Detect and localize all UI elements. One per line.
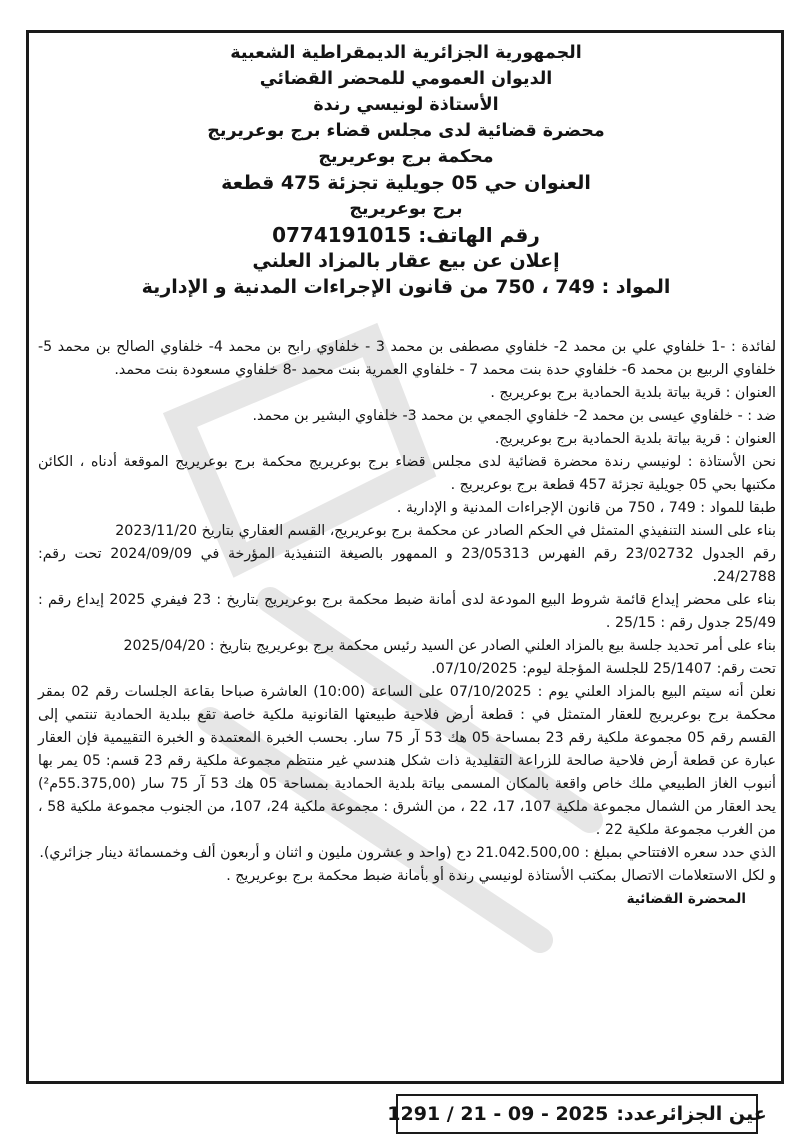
office-city: برج بوعريريج	[349, 199, 463, 219]
signature: المحضرة القضائية	[626, 891, 746, 907]
office-phone: رقم الهاتف: 0774191015	[272, 223, 540, 247]
conditions-deposit: بناء على محضر إيداع قائمة شروط البيع المودعة لدى أمانة ضبط محكمة برج بوعريريج بتاريخ : 23 فيفري 2025 إيداع رقم : 25/49 جدول رقم : 25/15 .	[38, 592, 776, 631]
office-title: الديوان العمومي للمحضر القضائي	[259, 69, 553, 89]
opening-price: الذي حدد سعره الافتتاحي بمبلغ : 21.042.500,00 دج (واحد و عشرون مليون و اثنان و أربعون ألف وخمسمائة دينار جزائري).	[39, 845, 776, 861]
republic-title: الجمهورية الجزائرية الديمقراطية الشعبية	[230, 43, 582, 63]
beneficiaries-address: العنوان : قرية بياتة بلدية الحمادية برج بوعريريج .	[490, 385, 776, 401]
beneficiaries: لفائدة : -1 خلفاوي علي بن محمد 2- خلفاوي مصطفى بن محمد 3 - خلفاوي رابح بن محمد 4- خلفاوي الصالح بن محمد 5- خلفاوي الربيع بن محمد 6- خلفاوي حدة بنت محمد 7 - خلفاوي العمرية بنت محمد -8 خلفاوي مسعودة بنت محمد.	[38, 339, 777, 378]
bailiff-name: الأستاذة لونيسي رندة	[313, 95, 499, 115]
defendants: ضد : - خلفاوي عيسى بن محمد 2- خلفاوي الجمعي بن محمد 3- خلفاوي البشير بن محمد.	[252, 408, 776, 424]
notice-header	[40, 40, 772, 300]
legal-basis: طبقا للمواد : 749 ، 750 من قانون الإجراءات المدنية و الإدارية .	[396, 500, 776, 516]
court-name: محكمة برج بوعريريج	[318, 147, 494, 167]
notice-title: إعلان عن بيع عقار بالمزاد العلني	[252, 250, 560, 272]
office-address: العنوان حي 05 جويلية تجزئة 475 قطعة	[221, 172, 591, 194]
defendants-address: العنوان : قرية بياتة بلدية الحمادية برج بوعريريج.	[494, 431, 776, 447]
legal-articles: المواد : 749 ، 750 من قانون الإجراءات المدنية و الإدارية	[141, 276, 671, 298]
sale-announcement: نعلن أنه سيتم البيع بالمزاد العلني يوم : 07/10/2025 على الساعة (10:00) العاشرة صباحا بقاعة الجلسات رقم 02 بمقر محكمة برج بوعريريج للعقار المتمثل في : قطعة أرض فلاحية طبيعتها القانونية ملكية خاصة تقع ببلدية الحمادية تنتمي إلى القسم رقم 05 مجموعة ملكية رقم 23 بمساحة 05 هك 53 آر 75 سار. بحسب الخبرة المعتمدة و الخبرة التقييمية فإن العقار عبارة عن قطعة أرض فلاحية صالحة للزراعة التقليدية ذات شكل هندسي غير منتظم مجموعة ملكية رقم 23 قسم: 05 يمر بها أنبوب الغاز الطبيعي ملك خاص واقعة بالمكان المسمى بياتة بلدية الحمادية بمساحة 05 هك 53 آر 75 سار (55.375,00م²) يحد العقار من الشمال مجموعة ملكية 107، 17، 22 ، من الشرق : مجموعة ملكية 24، 107، من الجنوب مجموعة ملكية 58 ، من الغرب مجموعة ملكية 22 .	[38, 684, 777, 838]
registry-reference: رقم الجدول 23/02732 رقم الفهرس 23/05313 و الممهور بالصيغة التنفيذية المؤرخة في 2024/09/09 تحت رقم: 24/2788.	[38, 546, 777, 585]
session-number: تحت رقم: 25/1407 للجلسة المؤجلة ليوم: 07/10/2025.	[431, 661, 776, 677]
notice-body	[38, 336, 776, 911]
newspaper-name: عين الجزائرعدد:	[616, 1103, 767, 1125]
issue-number: 1291 / 21 - 09 - 2025	[387, 1103, 609, 1125]
contact-info: و لكل الاستعلامات الاتصال بمكتب الأستاذة لونيسي رندة أو بأمانة ضبط محكمة برج بوعريريج .	[226, 868, 776, 884]
bailiff-court: محضرة قضائية لدى مجلس قضاء برج بوعريريج	[207, 121, 605, 141]
bailiff-statement: نحن الأستاذة : لونيسي رندة محضرة قضائية لدى مجلس قضاء برج بوعريريج محكمة برج بوعريريج الموقعة أدناه ، الكائن مكتبها بحي 05 جويلية تجزئة 457 قطعة برج بوعريريج .	[38, 454, 776, 493]
session-order: بناء على أمر تحديد جلسة بيع بالمزاد العلني الصادر عن السيد رئيس محكمة برج بوعريريج بتاريخ : 2025/04/20	[123, 638, 776, 654]
publication-footer	[387, 1094, 767, 1134]
judgment-reference: بناء على السند التنفيذي المتمثل في الحكم الصادر عن محكمة برج بوعريريج، القسم العقاري بتاريخ 2023/11/20	[115, 523, 776, 539]
